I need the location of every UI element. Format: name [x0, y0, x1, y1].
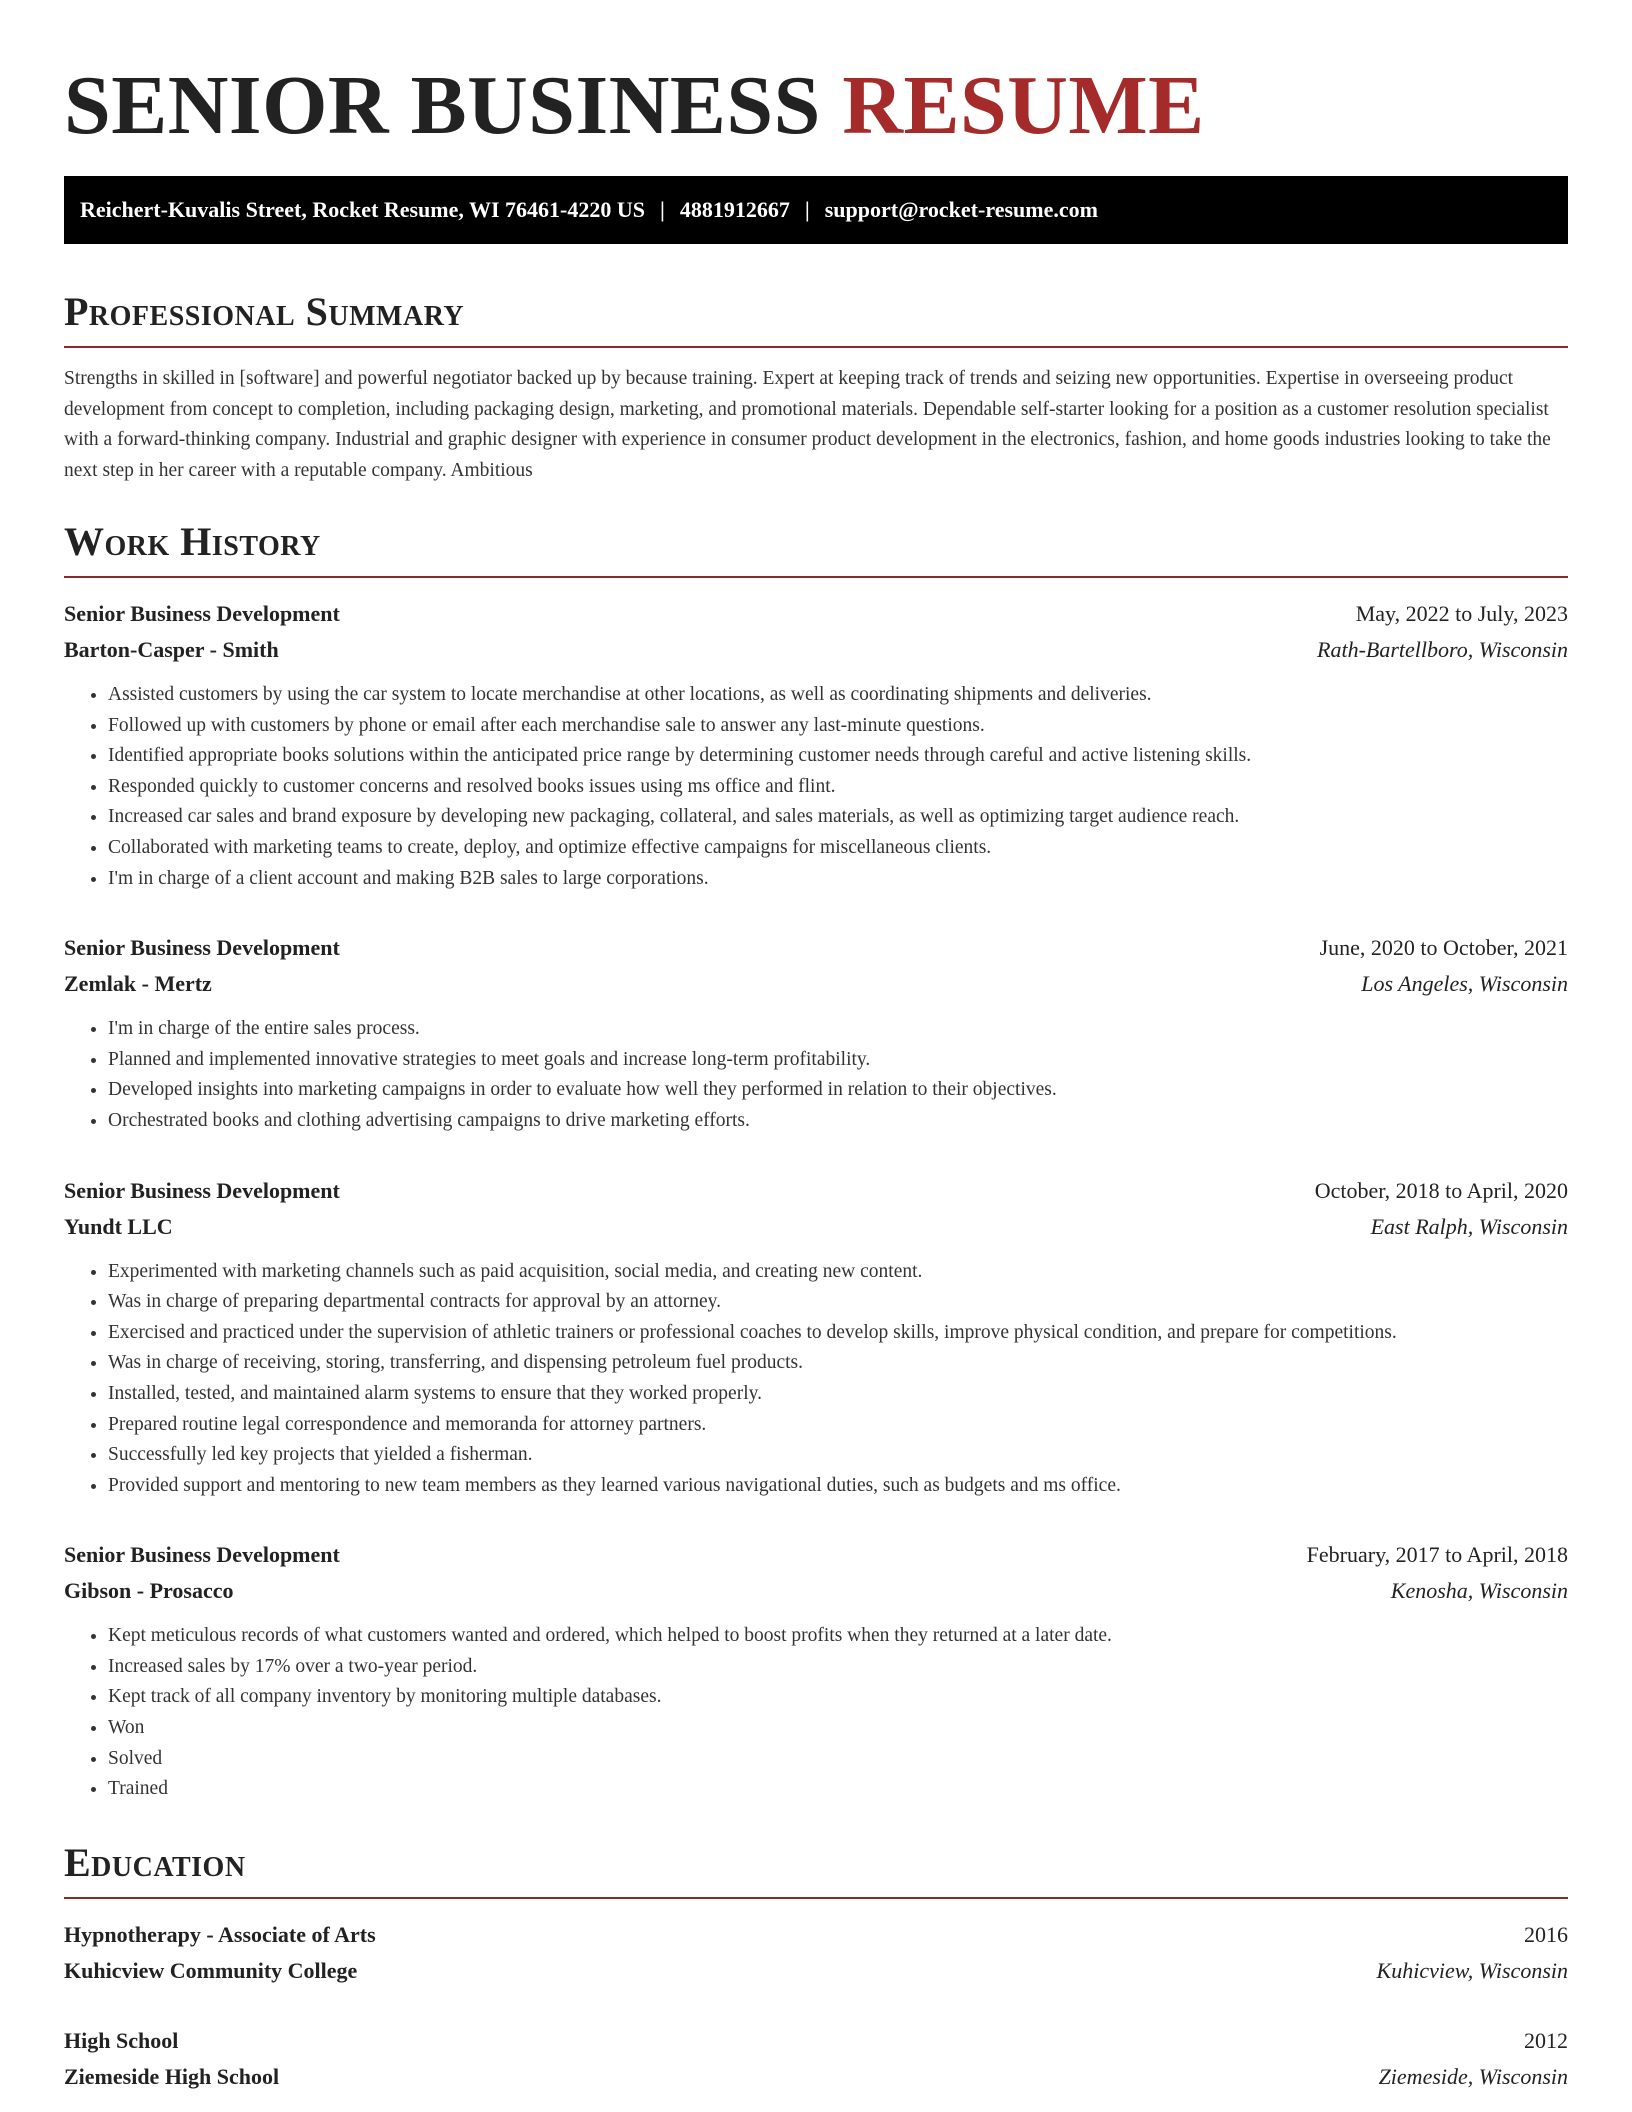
job-bullet: • Was in charge of preparing departmental contracts for approval by an attorney. — [108, 1287, 1568, 1318]
contact-separator: | — [804, 197, 810, 222]
job-bullet: • Assisted customers by using the car system to locate merchandise at other locations, as well as coordinating shipments and deliveries. — [108, 680, 1568, 711]
title-accent: RESUME — [842, 59, 1205, 152]
education-school: Kuhicview Community College — [64, 1957, 358, 1983]
job-bullet: • Exercised and practiced under the supervision of athletic trainers or professional coaches to develop skills, improve physical condition, and prepare for competitions. — [108, 1318, 1568, 1349]
job-bullets — [64, 1257, 1568, 1502]
job-header-row — [64, 1173, 1568, 1209]
education-year: 2012 — [1524, 2027, 1568, 2053]
job-company: Zemlak - Mertz — [64, 971, 212, 997]
education-school-row — [64, 2059, 1568, 2095]
job-location: Kenosha, Wisconsin — [1390, 1578, 1568, 1604]
job-company: Barton-Casper - Smith — [64, 637, 279, 662]
contact-email: support@rocket-resume.com — [824, 197, 1098, 222]
summary-text: Strengths in skilled in [software] and powerful negotiator backed up by because training. Expert at keeping track of trends and seizing new opportunities. Expertise in overseeing product development from concept to completion, including packaging design, marketing, and promotional materials. Dependable self-starter looking for a position as a customer resolution specialist with a forward-thinking company. Industrial and graphic designer with experience in consumer product development in the electronics, fashion, and home goods industries looking to take the next step in her career with a reputable company. Ambitious — [64, 368, 1551, 481]
job-bullet: • Experimented with marketing channels such as paid acquisition, social media, and creating new content. — [108, 1257, 1568, 1288]
job-company-row — [64, 1573, 1568, 1609]
job-location: Los Angeles, Wisconsin — [1361, 971, 1568, 997]
job-bullet: • Collaborated with marketing teams to create, deploy, and optimize effective campaigns for miscellaneous clients. — [108, 833, 1568, 864]
education-degree: High School — [64, 2027, 179, 2053]
education-header-row — [64, 1917, 1568, 1953]
job-bullet: • Won — [108, 1713, 1568, 1744]
title-main: SENIOR BUSINESS — [64, 59, 821, 152]
job-bullet: • Identified appropriate books solutions within the anticipated price range by determining customer needs through careful and active listening skills. — [108, 741, 1568, 772]
job-bullet: • Prepared routine legal correspondence and memoranda for attorney partners. — [108, 1410, 1568, 1441]
job-dates: February, 2017 to April, 2018 — [1306, 1542, 1568, 1568]
education-school: Ziemeside High School — [64, 2063, 280, 2089]
job-dates: May, 2022 to July, 2023 — [1355, 601, 1568, 626]
contact-address: Reichert-Kuvalis Street, Rocket Resume, WI 76461-4220 US — [80, 197, 645, 222]
job-bullet: • Trained — [108, 1774, 1568, 1805]
job-bullets — [64, 680, 1568, 894]
resume-title — [64, 56, 1568, 156]
work-history-section — [64, 520, 1568, 1805]
education-heading: Education — [64, 1839, 246, 1885]
job-title: Senior Business Development — [64, 935, 340, 961]
job-bullet: • Provided support and mentoring to new team members as they learned various navigational duties, such as budgets and ms office. — [108, 1471, 1568, 1502]
job-company-row — [64, 966, 1568, 1002]
job-bullets — [64, 1621, 1568, 1805]
job-bullet: • Orchestrated books and clothing advertising campaigns to drive marketing efforts. — [108, 1106, 1568, 1137]
job-entry — [64, 596, 1568, 894]
job-header-row — [64, 1537, 1568, 1573]
summary-section — [64, 290, 1568, 486]
job-bullet: • Followed up with customers by phone or email after each merchandise sale to answer any last-minute questions. — [108, 711, 1568, 742]
education-section — [64, 1841, 1568, 2095]
contact-phone: 4881912667 — [679, 197, 790, 222]
job-company-row — [64, 1209, 1568, 1245]
job-bullet: • Successfully led key projects that yielded a fisherman. — [108, 1440, 1568, 1471]
work-history-heading: Work History — [64, 519, 321, 564]
job-bullet: • Kept meticulous records of what customers wanted and ordered, which helped to boost profits when they returned at a later date. — [108, 1621, 1568, 1652]
section-divider — [64, 576, 1568, 578]
job-location: Rath-Bartellboro, Wisconsin — [1317, 637, 1568, 662]
education-header-row — [64, 2023, 1568, 2059]
job-title: Senior Business Development — [64, 1542, 340, 1568]
contact-bar — [64, 176, 1568, 244]
job-bullet: • Developed insights into marketing campaigns in order to evaluate how well they performed in relation to their objectives. — [108, 1075, 1568, 1106]
job-header-row — [64, 596, 1568, 632]
job-entry — [64, 1537, 1568, 1805]
job-bullet: • Planned and implemented innovative strategies to meet goals and increase long-term profitability. — [108, 1045, 1568, 1076]
section-divider — [64, 1897, 1568, 1899]
job-bullet: • Kept track of all company inventory by monitoring multiple databases. — [108, 1682, 1568, 1713]
job-company: Gibson - Prosacco — [64, 1578, 234, 1604]
education-school-row — [64, 1953, 1568, 1989]
section-divider — [64, 346, 1568, 348]
education-location: Ziemeside, Wisconsin — [1378, 2063, 1568, 2089]
job-title: Senior Business Development — [64, 1177, 340, 1203]
job-bullet: • Responded quickly to customer concerns and resolved books issues using ms office and flint. — [108, 772, 1568, 803]
job-bullet: • Increased car sales and brand exposure by developing new packaging, collateral, and sales materials, as well as optimizing target audience reach. — [108, 802, 1568, 833]
job-dates: June, 2020 to October, 2021 — [1319, 935, 1568, 961]
job-bullet: • I'm in charge of the entire sales process. — [108, 1014, 1568, 1045]
job-bullet: • Was in charge of receiving, storing, transferring, and dispensing petroleum fuel products. — [108, 1348, 1568, 1379]
job-dates: October, 2018 to April, 2020 — [1314, 1177, 1568, 1203]
job-company: Yundt LLC — [64, 1213, 173, 1239]
job-entry — [64, 1173, 1568, 1502]
summary-heading: Professional Summary — [64, 289, 465, 334]
education-year: 2016 — [1524, 1921, 1568, 1947]
education-location: Kuhicview, Wisconsin — [1376, 1957, 1568, 1983]
job-bullet: • Increased sales by 17% over a two-year period. — [108, 1652, 1568, 1683]
job-entry — [64, 930, 1568, 1136]
job-bullet: • Installed, tested, and maintained alarm systems to ensure that they worked properly. — [108, 1379, 1568, 1410]
education-entry — [64, 1917, 1568, 1989]
job-title: Senior Business Development — [64, 601, 340, 626]
job-bullet: • I'm in charge of a client account and making B2B sales to large corporations. — [108, 864, 1568, 895]
education-entry — [64, 2023, 1568, 2095]
job-bullets — [64, 1014, 1568, 1136]
job-company-row — [64, 632, 1568, 668]
education-degree: Hypnotherapy - Associate of Arts — [64, 1921, 376, 1947]
job-header-row — [64, 930, 1568, 966]
job-bullet: • Solved — [108, 1744, 1568, 1775]
contact-separator: | — [660, 197, 665, 222]
job-location: East Ralph, Wisconsin — [1370, 1213, 1568, 1239]
